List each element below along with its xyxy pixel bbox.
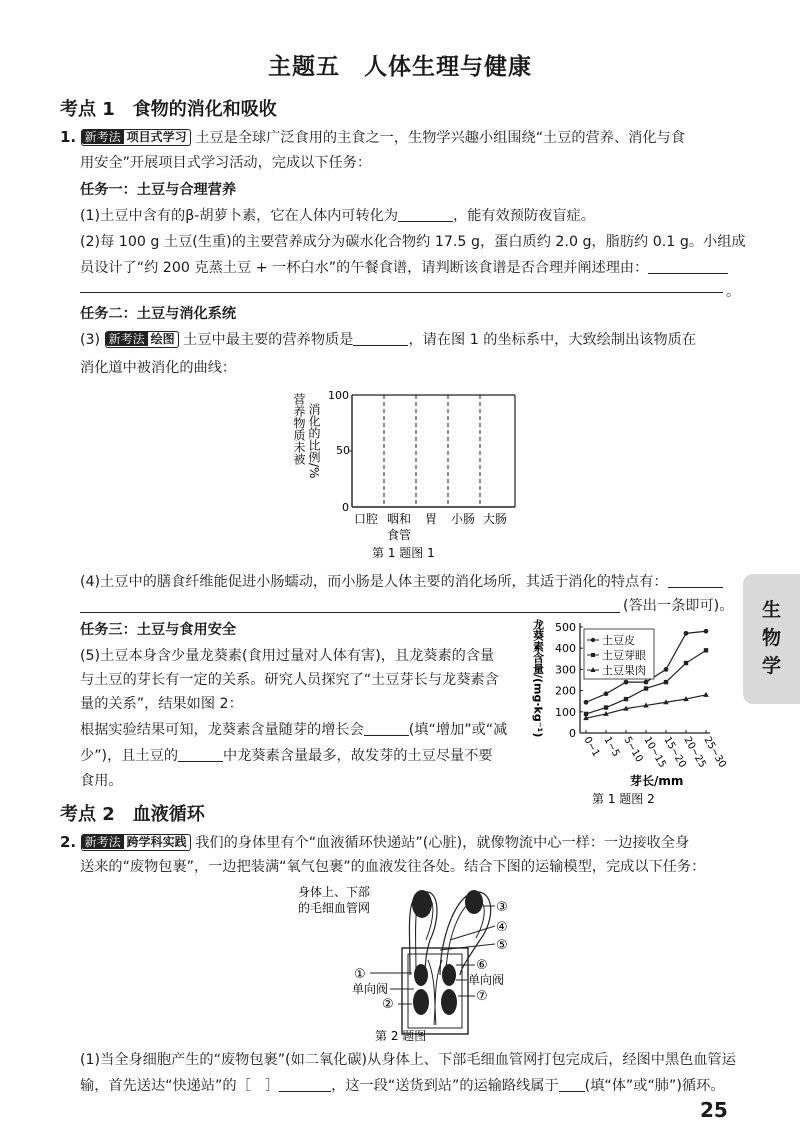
side-tab-char: 生 [761, 599, 781, 621]
answer-blank[interactable] [279, 1077, 331, 1092]
label-1: ① [354, 967, 366, 982]
figure2-point [584, 700, 589, 705]
q1-part5-text-g: 中龙葵素含量最多，故发芽的土豆尽量不要 [223, 748, 493, 764]
q1-part5-text-e: (填“增加”或“减 [408, 722, 508, 738]
answer-line[interactable] [80, 292, 723, 293]
q1-part5-line3: 量的关系”，结果如图 2： [80, 696, 243, 712]
capillary-label-1: 身体上、下部 [298, 885, 371, 899]
figure-q2-caption: 第 2 题图 [375, 1029, 427, 1043]
question-number: 1. [60, 128, 77, 146]
figure2-legend-marker [591, 653, 595, 657]
figure2-xtick-label: 0~1 [581, 735, 602, 759]
answer-blank[interactable] [648, 259, 728, 274]
task2-heading: 任务二：土豆与消化系统 [80, 306, 237, 322]
figure2-point [644, 680, 649, 685]
q1-part2-line1: (2)每 100 g 土豆(生重)的主要营养成分为碳水化合物约 17.5 g，蛋白质约 2.0 g，脂肪约 0.1 g。小组成 [80, 234, 746, 250]
figure2-legend-label: 土豆皮 [602, 634, 635, 647]
q2-part1-text-b: 输，首先送达“快递站”的［ ］ [80, 1078, 280, 1094]
q1-part5-line5 [80, 746, 493, 766]
label-3: ③ [496, 900, 508, 915]
q1-part2-line2 [80, 258, 728, 278]
q1-part3-line2: 消化道中被消化的曲线： [80, 360, 237, 376]
valve-right-label: 单向阀 [468, 973, 505, 987]
heart-chamber-1 [414, 964, 428, 986]
figure1-axes[interactable] [290, 385, 530, 565]
figure2-ytick-label: 500 [555, 621, 576, 634]
q1-part4-text: (4)土豆中的膳食纤维能促进小肠蠕动，而小肠是人体主要的消化场所，其适于消化的特点有： [80, 574, 668, 590]
q1-intro-line2: 用安全”开展项目式学习活动，完成以下任务： [80, 155, 372, 171]
q1-part4-line1 [80, 572, 723, 592]
circulation-model-diagram[interactable] [290, 880, 530, 1045]
figure1-ytick-100: 100 [328, 389, 349, 402]
figure2-ytick-label: 200 [555, 684, 576, 698]
q1-part5-line1: (5)土豆本身含少量龙葵素(食用过量对人体有害)，且龙葵素的含量 [80, 648, 495, 664]
figure2-xtick-label: 5~10 [621, 735, 645, 765]
figure2-point [664, 680, 668, 684]
label-leader [450, 926, 495, 940]
figure2-point [624, 697, 628, 701]
figure1-xcat-small-intestine: 小肠 [451, 512, 476, 526]
figure2-point [704, 648, 708, 652]
heart-chamber-7 [441, 989, 457, 1015]
figure1-caption: 第 1 题图 1 [372, 546, 435, 560]
label-5: ⑤ [496, 938, 508, 953]
figure1-xcat-esophagus: 食管 [387, 528, 412, 542]
figure2-xtick-label: 20~25 [681, 735, 708, 770]
figure2-point [704, 629, 709, 634]
figure2-xlabel: 芽长/mm [630, 774, 684, 788]
figure2-line-chart[interactable] [530, 615, 740, 807]
answer-line[interactable] [80, 612, 620, 613]
q2-intro-line1 [60, 832, 689, 853]
q1-part5-line6: 食用。 [80, 773, 123, 789]
figure2-xtick-label: 25~30 [701, 735, 728, 770]
figure1-ylabel-1: 营养物质未被 [292, 393, 306, 465]
label-4: ④ [496, 920, 508, 935]
answer-blank[interactable] [398, 207, 453, 222]
q2-intro-line2: 送来的“废物包裹”，一边把装满“氧气包裹”的血液发往各处。结合下图的运输模型，完成以下任务： [80, 859, 706, 875]
figure2-xtick-label: 10~15 [641, 735, 668, 770]
heart-box [402, 948, 468, 1034]
valve-left-label: 单向阀 [352, 982, 389, 996]
q2-part1-line2 [80, 1076, 724, 1096]
q1-intro-text1: 土豆是全球广泛食用的主食之一，生物学兴趣小组围绕“土豆的营养、消化与食 [195, 130, 685, 146]
side-tab-char: 学 [761, 655, 781, 677]
task3-heading: 任务三：土豆与食用安全 [80, 622, 237, 638]
q1-part3-text-a: 土豆中最主要的营养物质是 [183, 332, 354, 348]
answer-blank[interactable] [178, 747, 223, 762]
figure2-legend-label: 土豆芽眼 [602, 649, 646, 662]
figure1-ylabel-2: 消化的比例/% [307, 403, 321, 479]
label-2: ② [382, 997, 394, 1012]
figure2-point [644, 686, 648, 690]
figure2-ytick-label: 0 [569, 727, 576, 740]
subject-side-tab [743, 574, 800, 704]
q1-part5-line2: 与土豆的芽长有一定的关系。研究人员探究了“土豆芽长与龙葵素含 [80, 672, 499, 688]
q2-intro-text1: 我们的身体里有个“血液循环快递站”(心脏)，就像物流中心一样：一边接收全身 [195, 835, 690, 851]
q1-part1 [80, 206, 595, 226]
q1-part1-text-a: (1)土豆中含有的β-胡萝卜素，它在人体内可转化为 [80, 208, 399, 224]
figure1-xcat-large-intestine: 大肠 [483, 512, 508, 526]
figure1-xcat-pharynx: 咽和 [387, 512, 412, 526]
label-6: ⑥ [476, 958, 488, 973]
method-tag: 新考法 跨学科实践 [81, 834, 191, 851]
page-number: 25 [700, 1098, 728, 1122]
figure2-point [703, 692, 709, 697]
figure2-caption: 第 1 题图 2 [592, 792, 655, 806]
side-tab-char: 物 [761, 627, 781, 649]
page-title: 主题五 人体生理与健康 [268, 54, 532, 80]
figure1-xcat-stomach: 胃 [425, 512, 438, 526]
method-tag: 新考法 绘图 [105, 331, 179, 348]
q1-part3-text-b: ，请在图 1 的坐标系中，大致绘制出该物质在 [408, 332, 697, 348]
q1-part5-text-d: 根据实验结果可知，龙葵素含量随芽的增长会 [80, 722, 364, 738]
task1-heading: 任务一：土豆与合理营养 [80, 182, 237, 198]
q1-part5-line4 [80, 720, 507, 740]
q1-part1-text-b: ，能有效预防夜盲症。 [453, 208, 595, 224]
figure1-xcat-mouth: 口腔 [354, 512, 379, 526]
figure2-point [664, 667, 669, 672]
figure2-ylabel: 龙葵素含量/(mg·kg⁻¹) [531, 619, 545, 738]
answer-blank[interactable] [364, 721, 409, 736]
figure2-point [684, 631, 689, 636]
heart-chamber-6 [442, 964, 456, 986]
q1-intro-line1 [60, 127, 685, 148]
answer-blank[interactable] [559, 1077, 585, 1092]
section-heading-2: 考点 2 血液循环 [60, 804, 205, 825]
question-number: 2. [60, 833, 77, 851]
figure1-ytick-50: 50 [336, 444, 350, 457]
method-tag: 新考法 项目式学习 [81, 129, 191, 146]
q2-part1-text-d: (填“体”或“肺”)循环。 [584, 1078, 725, 1094]
figure2-point [604, 691, 609, 696]
q1-part2-text: 员设计了“约 200 克蒸土豆 + 一杯白水”的午餐食谱，请判断该食谱是否合理并阐述理由： [80, 260, 649, 276]
figure2-xtick-label: 15~20 [661, 735, 688, 770]
figure2-legend-marker [591, 638, 595, 642]
figure2-point [604, 705, 608, 709]
q1-part3-line1 [80, 330, 696, 350]
section-heading-1: 考点 1 食物的消化和吸收 [60, 99, 277, 120]
answer-blank[interactable] [353, 331, 408, 346]
figure2-ytick-label: 400 [555, 642, 576, 656]
q1-part4-line2: (答出一条即可)。 [623, 598, 734, 614]
figure2-point [684, 661, 688, 665]
figure2-ytick-label: 300 [555, 663, 576, 677]
capillary-dark-region [412, 890, 432, 918]
heart-chamber-2 [413, 989, 429, 1015]
answer-blank[interactable] [668, 573, 723, 588]
figure2-ytick-label: 100 [555, 705, 576, 719]
label-7: ⑦ [476, 989, 488, 1004]
q2-part1-text-c: ，这一段“送货到站”的运输路线属于 [331, 1078, 559, 1094]
period: 。 [726, 284, 741, 300]
figure2-point [624, 680, 629, 685]
q1-part5-text-f: 少”)，且土豆的 [80, 748, 179, 764]
capillary-dark-region [465, 890, 483, 914]
capillary-label-2: 的毛细血管网 [298, 901, 371, 915]
figure1-ytick-0: 0 [342, 501, 349, 514]
q2-part1-line1: (1)当全身细胞产生的“废物包裹”(如二氧化碳)从身体上、下部毛细血管网打包完成后，经图中黑色血管运 [80, 1052, 736, 1068]
figure2-xtick-label: 1~5 [601, 735, 622, 759]
figure2-legend-label: 土豆果肉 [602, 664, 646, 677]
q1-part3-num: (3) [80, 332, 101, 348]
